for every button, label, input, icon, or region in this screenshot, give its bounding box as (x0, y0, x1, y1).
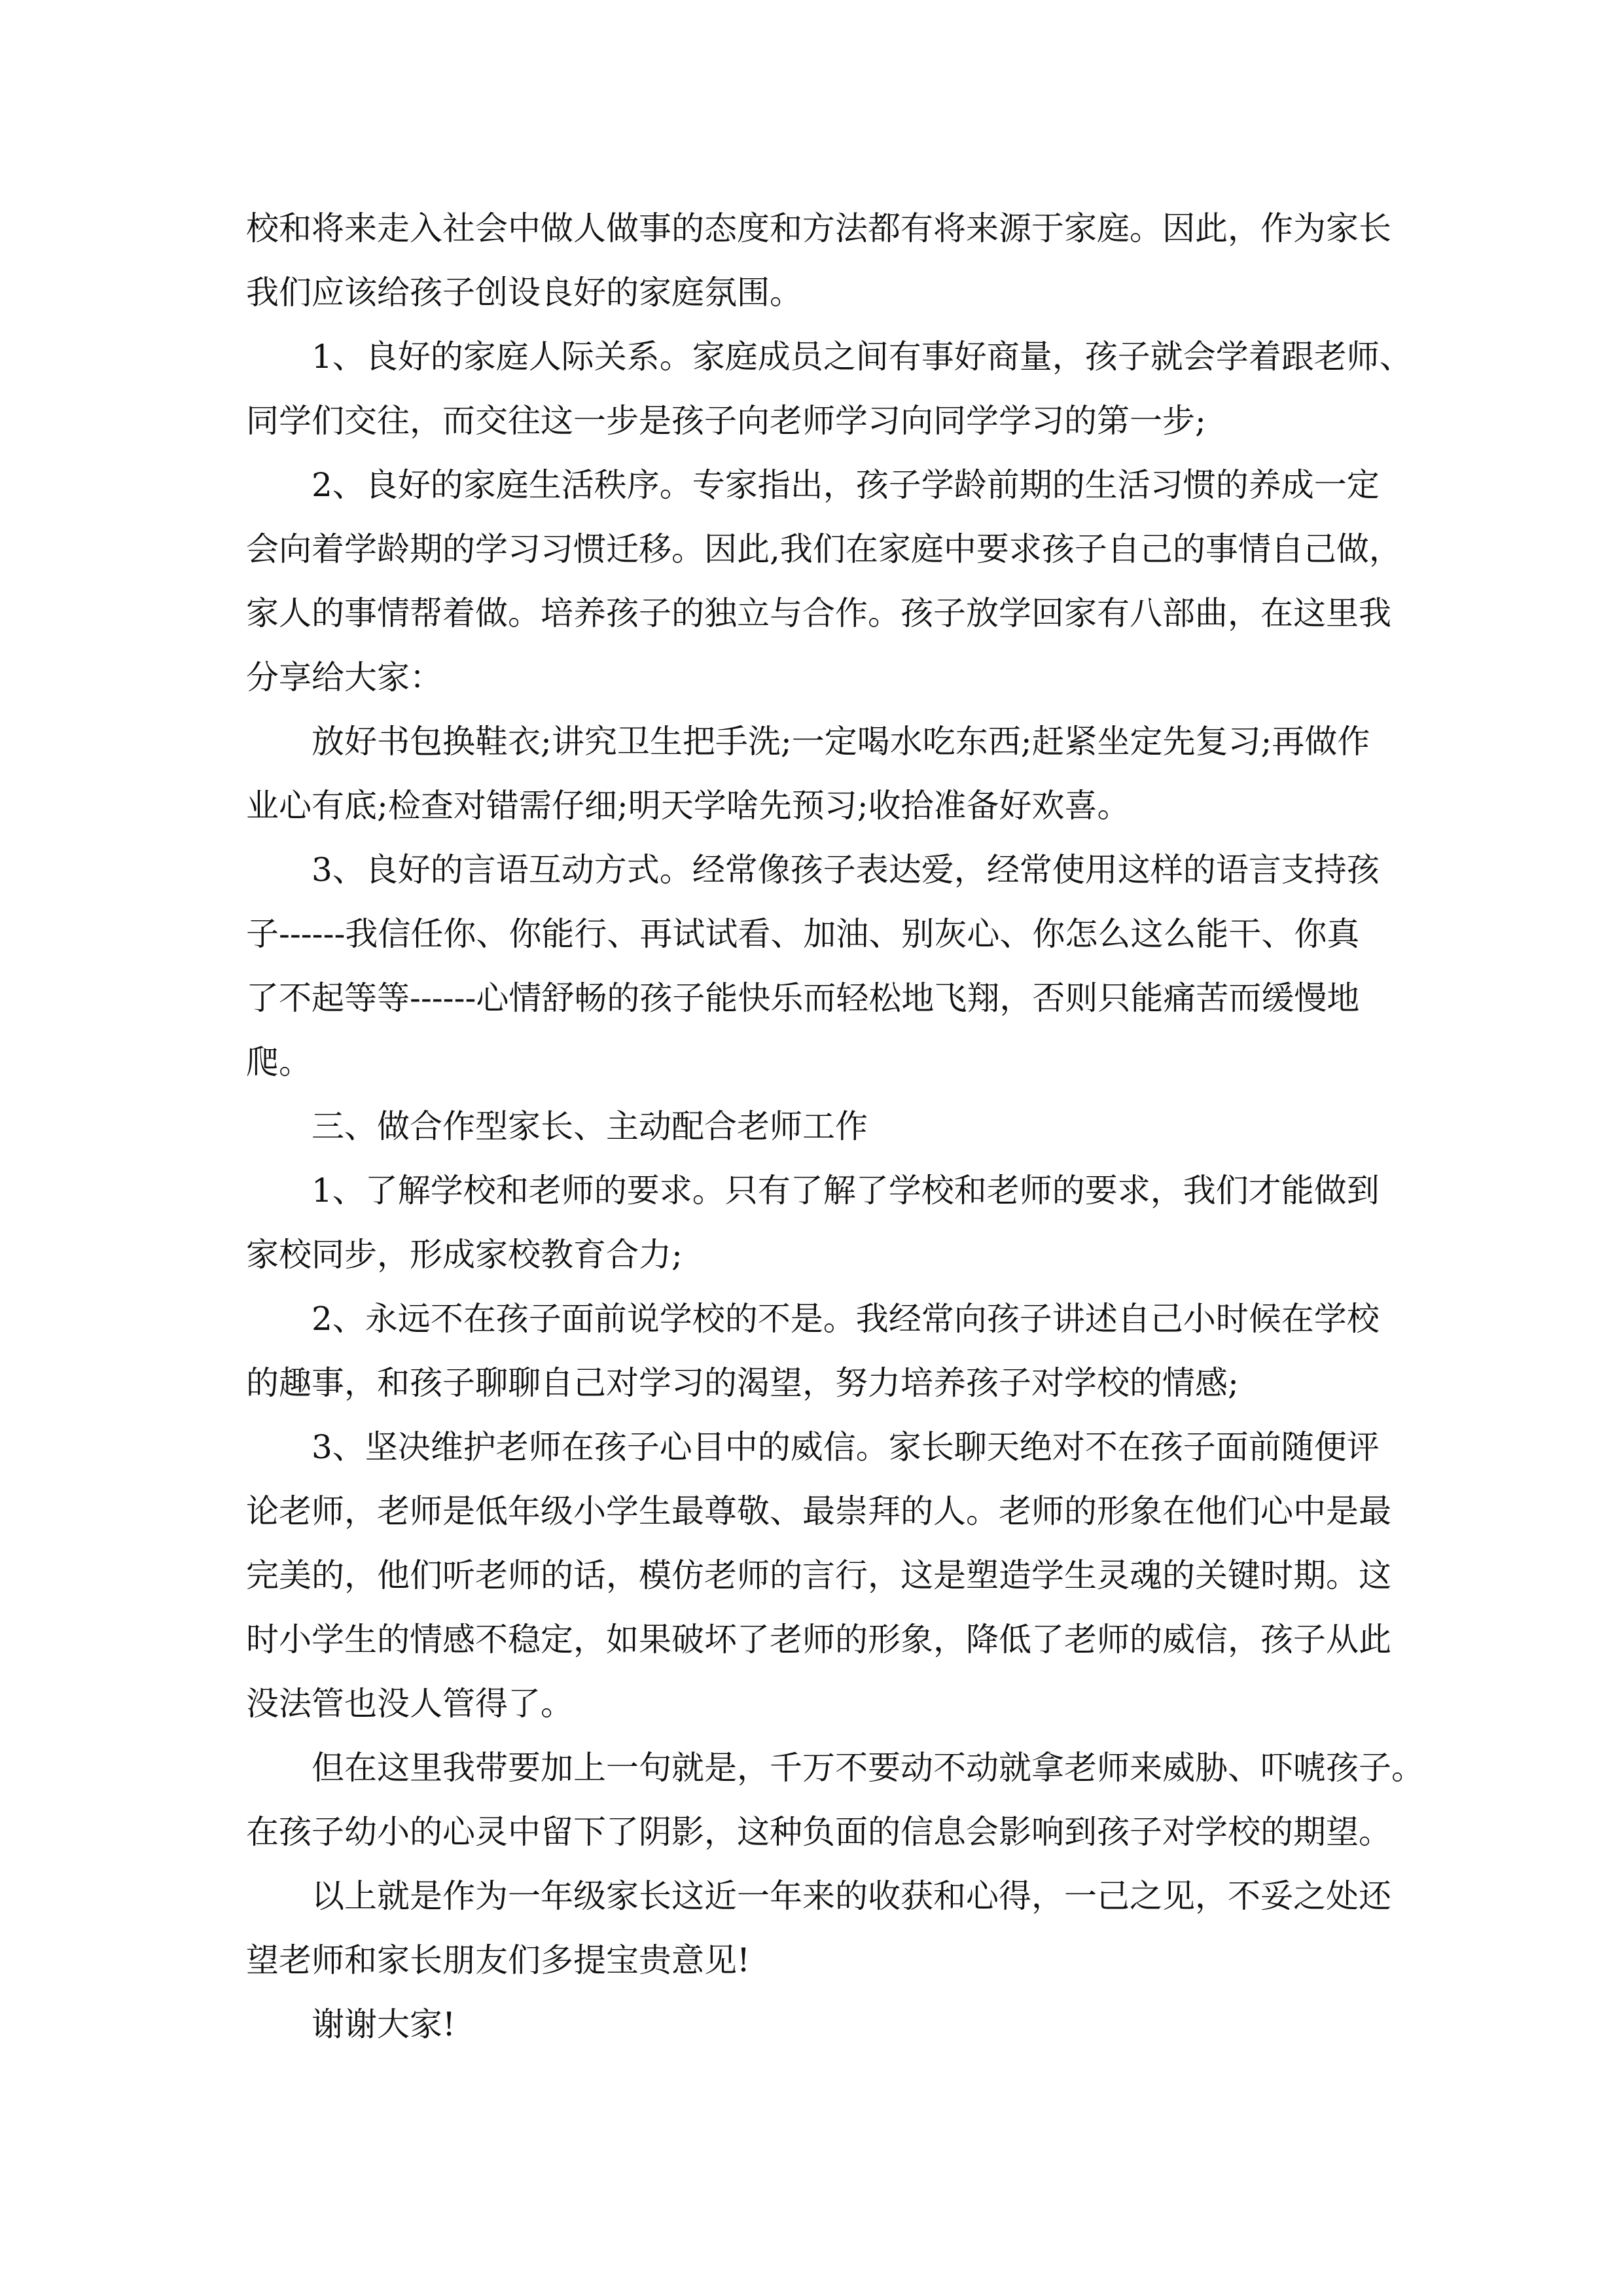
closing-line: 谢谢大家! (312, 2005, 456, 2043)
text-line: 会向着学龄期的学习习惯迁移。因此,我们在家庭中要求孩子自己的事情自己做， (246, 530, 1402, 568)
text-line: 1、良好的家庭人际关系。家庭成员之间有事好商量，孩子就会学着跟老师、 (312, 338, 1412, 376)
text-line: 望老师和家长朋友们多提宝贵意见! (246, 1941, 751, 1979)
text-line: 在孩子幼小的心灵中留下了阴影，这种负面的信息会影响到孩子对学校的期望。 (246, 1813, 1391, 1851)
text-line: 家人的事情帮着做。培养孩子的独立与合作。孩子放学回家有八部曲，在这里我 (246, 594, 1391, 632)
document-body (246, 196, 1424, 2056)
text-line: 的趣事，和孩子聊聊自己对学习的渴望，努力培养孩子对学校的情感; (246, 1364, 1239, 1402)
text-line: 以上就是作为一年级家长这近一年来的收获和心得，一己之见，不妥之处还 (312, 1877, 1391, 1915)
section-heading: 三、做合作型家长、主动配合老师工作 (312, 1107, 868, 1145)
text-line: 家校同步，形成家校教育合力; (246, 1236, 683, 1274)
text-line: 完美的，他们听老师的话，模仿老师的言行，这是塑造学生灵魂的关键时期。这 (246, 1556, 1391, 1594)
text-line: 论老师，老师是低年级小学生最尊敬、最崇拜的人。老师的形象在他们心中是最 (246, 1492, 1391, 1530)
text-line: 没法管也没人管得了。 (246, 1685, 573, 1723)
text-line: 我们应该给孩子创设良好的家庭氛围。 (246, 274, 802, 312)
text-line: 爬。 (246, 1043, 312, 1081)
text-line: 3、良好的言语互动方式。经常像孩子表达爱，经常使用这样的语言支持孩 (312, 851, 1380, 889)
text-line: 时小学生的情感不稳定，如果破坏了老师的形象，降低了老师的威信，孩子从此 (246, 1621, 1391, 1659)
text-line: 1、了解学校和老师的要求。只有了解了学校和老师的要求，我们才能做到 (312, 1172, 1380, 1210)
text-line: 放好书包换鞋衣;讲究卫生把手洗;一定喝水吃东西;赶紧坐定先复习;再做作 (312, 723, 1370, 761)
text-line: 2、良好的家庭生活秩序。专家指出，孩子学龄前期的生活习惯的养成一定 (312, 466, 1380, 504)
text-line: 业心有底;检查对错需仔细;明天学啥先预习;收拾准备好欢喜。 (246, 787, 1130, 825)
text-line: 同学们交往，而交往这一步是孩子向老师学习向同学学习的第一步; (246, 402, 1206, 440)
text-line: 2、永远不在孩子面前说学校的不是。我经常向孩子讲述自己小时候在学校 (312, 1300, 1380, 1338)
text-line: 分享给大家： (246, 658, 442, 696)
text-line: 3、坚决维护老师在孩子心目中的威信。家长聊天绝对不在孩子面前随便评 (312, 1428, 1380, 1466)
text-line: 校和将来走入社会中做人做事的态度和方法都有将来源于家庭。因此，作为家长 (246, 209, 1391, 247)
text-line: 了不起等等------心情舒畅的孩子能快乐而轻松地飞翔，否则只能痛苦而缓慢地 (246, 979, 1360, 1017)
text-line: 子------我信任你、你能行、再试试看、加油、别灰心、你怎么这么能干、你真 (246, 915, 1360, 953)
text-line: 但在这里我带要加上一句就是，千万不要动不动就拿老师来威胁、吓唬孩子。 (312, 1749, 1424, 1787)
